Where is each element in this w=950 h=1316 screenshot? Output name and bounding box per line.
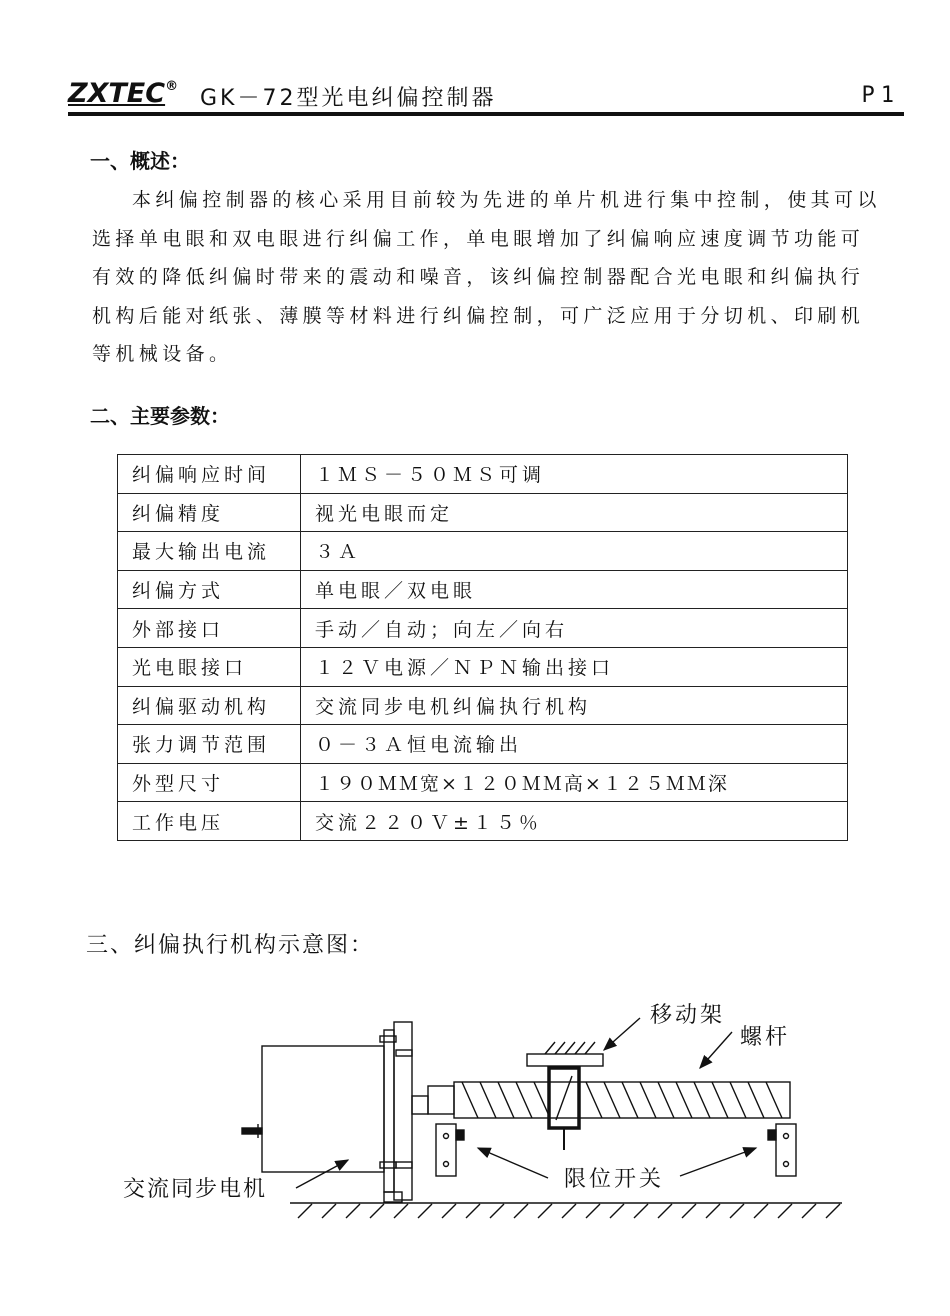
mounting-flange — [394, 1022, 412, 1200]
actuator-diagram — [0, 960, 950, 1260]
table-row — [118, 725, 848, 764]
logo-text: ZXTEC — [68, 78, 166, 109]
limit-switch-right — [768, 1124, 796, 1176]
motor-arrow — [296, 1160, 348, 1188]
page-header — [68, 72, 904, 116]
screw-label: 螺杆 — [740, 1025, 791, 1050]
limit-switch-left — [436, 1124, 464, 1176]
section-heading-parameters: 二、主要参数： — [90, 404, 230, 428]
param-key: 纠偏精度 — [118, 493, 301, 532]
table-row — [118, 455, 848, 494]
param-key: 纠偏响应时间 — [118, 455, 301, 494]
carriage-hatching — [545, 1042, 595, 1054]
param-value: 单电眼／双电眼 — [301, 570, 848, 609]
motor-label: 交流同步电机 — [123, 1177, 268, 1202]
parameters-table — [117, 454, 848, 841]
motor-body — [262, 1046, 384, 1172]
carriage-label: 移动架 — [650, 1003, 726, 1028]
ground-hatching — [298, 1204, 840, 1218]
param-key: 最大输出电流 — [118, 532, 301, 571]
param-value: 交流２２０Ｖ±１５％ — [301, 802, 848, 841]
bolt-flange-top — [396, 1050, 412, 1056]
motor-shaft — [242, 1128, 262, 1134]
param-key: 纠偏方式 — [118, 570, 301, 609]
switch-arrow-right — [680, 1148, 756, 1176]
screw-arrow — [700, 1032, 732, 1068]
coupling-left — [412, 1096, 428, 1114]
document-title: GK－72型光电纠偏控制器 — [200, 86, 497, 111]
table-row — [118, 763, 848, 802]
lead-screw — [454, 1082, 790, 1118]
param-key: 张力调节范围 — [118, 725, 301, 764]
param-key: 工作电压 — [118, 802, 301, 841]
switch-arrow-left — [478, 1148, 548, 1178]
coupling — [428, 1086, 454, 1114]
brand-logo — [68, 78, 178, 109]
table-row — [118, 647, 848, 686]
overview-paragraph — [92, 181, 884, 374]
carriage-arrow — [604, 1018, 640, 1050]
actuator-diagram-svg — [0, 960, 950, 1260]
param-value: ０－３Ａ恒电流输出 — [301, 725, 848, 764]
param-key: 纠偏驱动机构 — [118, 686, 301, 725]
section-heading-diagram: 三、纠偏执行机构示意图： — [86, 933, 375, 958]
param-value: １ＭＳ－５０ＭＳ可调 — [301, 455, 848, 494]
table-row — [118, 570, 848, 609]
table-row — [118, 493, 848, 532]
table-row — [118, 686, 848, 725]
registered-mark: ® — [165, 79, 179, 94]
param-value: １９０ＭＭ宽×１２０ＭＭ高×１２５ＭＭ深 — [301, 763, 848, 802]
screw-threads — [462, 1082, 782, 1118]
table-row — [118, 802, 848, 841]
param-key: 光电眼接口 — [118, 647, 301, 686]
param-value: ３Ａ — [301, 532, 848, 571]
table-row — [118, 532, 848, 571]
param-value: 交流同步电机纠偏执行机构 — [301, 686, 848, 725]
carriage-top-plate — [527, 1054, 603, 1066]
bolt-flange-bottom — [396, 1162, 412, 1168]
page-number: P1 — [861, 83, 900, 108]
param-value: １２Ｖ电源／ＮＰＮ输出接口 — [301, 647, 848, 686]
section-heading-overview: 一、概述： — [90, 149, 190, 173]
param-value: 手动／自动；向左／向右 — [301, 609, 848, 648]
param-key: 外型尺寸 — [118, 763, 301, 802]
param-key: 外部接口 — [118, 609, 301, 648]
limit-switch-label: 限位开关 — [564, 1167, 665, 1192]
table-row — [118, 609, 848, 648]
overview-text: 本纠偏控制器的核心采用目前较为先进的单片机进行集中控制，使其可以选择单电眼和双电眼进行纠偏工作，单电眼增加了纠偏响应速度调节功能可有效的降低纠偏时带来的震动和噪音，该纠偏控制器配合光电眼和纠偏执行机构后能对纸张、薄膜等材料进行纠偏控制，可广泛应用于分切机、印刷机等机械设备。 — [92, 189, 881, 365]
param-value: 视光电眼而定 — [301, 493, 848, 532]
